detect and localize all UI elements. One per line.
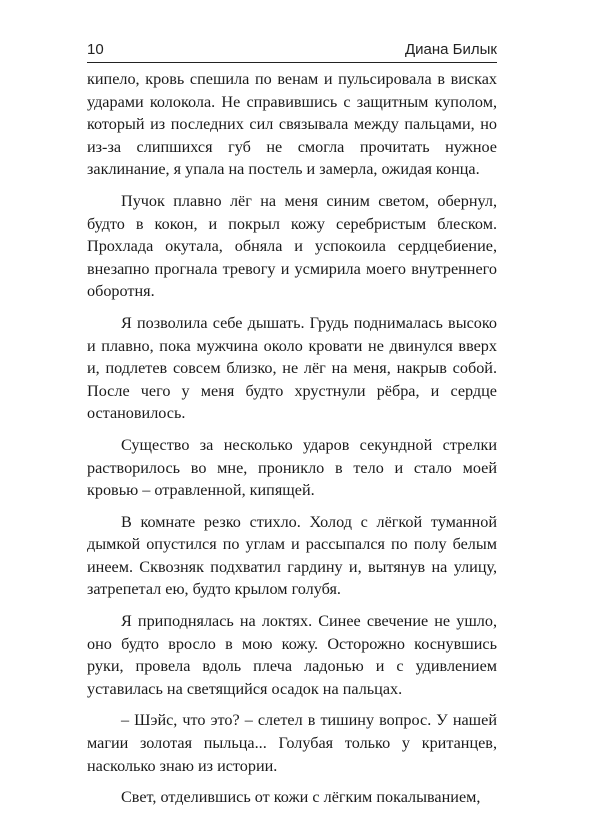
paragraph: Свет, отделившись от кожи с лёгким покалыванием,: [121, 788, 481, 807]
paragraph: Я приподнялась на локтях. Синее свечение не ушло, оно будто вросло в мою кожу. Осторожно коснувшись руки, провела вдоль плеча ладонью и с удивлением уставилась на светящийся осадок на пальцах.: [87, 612, 497, 698]
paragraph: Существо за несколько ударов секундной стрелки растворилось во мне, проникло в тело и стало моей кровью – отравленной, кипящей.: [87, 435, 497, 500]
paragraph: Я позволила себе дышать. Грудь поднималась высоко и плавно, пока мужчина около кровати не двинулся вверх и, подлетев совсем близко, не лёг на меня, накрыв собой. После чего у меня будто хрустнули рёбра, и сердце остановилось.: [87, 313, 497, 423]
paragraph: – Шэйс, что это? – слетел в тишину вопрос. У нашей магии золотая пыльца... Голубая только у кританцев, насколько знаю из истории.: [87, 711, 497, 775]
paragraph: кипело, кровь спешила по венам и пульсировала в висках ударами колокола. Не справившись с защитным куполом, который из последних сил связывала между пальцами, но из-за слипшихся губ не смогла прочитать нужное заклинание, я упала на постель и замерла, ожидая конца.: [87, 70, 497, 179]
author-name: Диана Билык: [405, 41, 497, 58]
paragraph: Пучок плавно лёг на меня синим светом, обернул, будто в кокон, и покрыл кожу серебристым блеском. Прохлада окутала, обняла и успокоила сердцебиение, внезапно прогнала тревогу и усмирила моего внутреннего оборотня.: [87, 191, 497, 301]
paragraph: В комнате резко стихло. Холод с лёгкой туманной дымкой опустился по углам и рассыпался по полу белым инеем. Сквозняк подхватил гардину и, вытянув на улицу, затрепетал ею, будто крылом голубя.: [87, 512, 497, 599]
page-number: 10: [87, 41, 104, 58]
running-header: [87, 38, 497, 63]
body-text: [87, 68, 497, 818]
